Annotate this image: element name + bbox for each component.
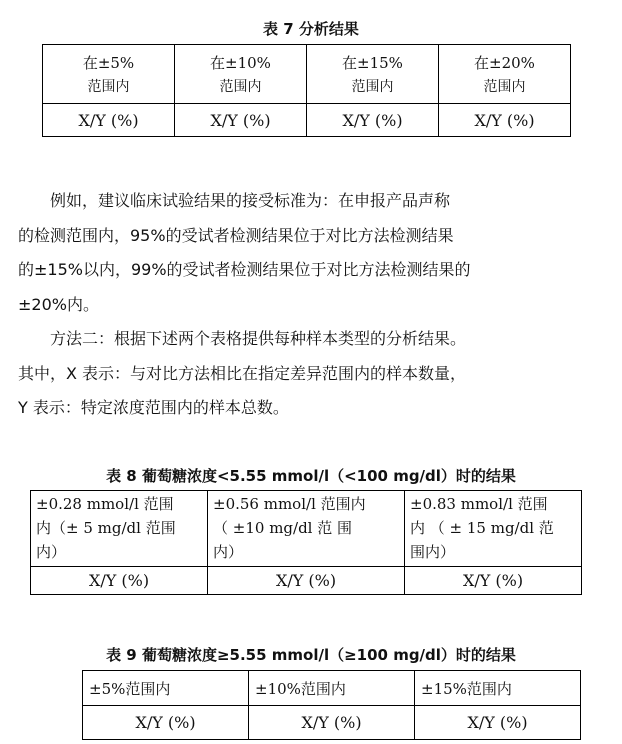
header-line: 范围内 <box>483 79 526 95</box>
table-9-value-cell: X/Y (%) <box>249 706 415 740</box>
table-8-caption: 表 8 葡萄糖浓度<5.55 mmol/l（<100 mg/dl）时的结果 <box>106 467 516 485</box>
paragraph-line: Y 表示：特定浓度范围内的样本总数。 <box>18 398 289 417</box>
table-9-value-cell: X/Y (%) <box>415 706 581 740</box>
table-7-value-cell: X/Y (%) <box>43 104 175 137</box>
table-8 <box>30 490 582 595</box>
table-9 <box>82 670 581 740</box>
header-line: ±0.28 mmol/l 范围 <box>36 495 174 513</box>
table-row <box>43 104 571 137</box>
table-7 <box>42 44 571 137</box>
table-9-header-cell: ±5%范围内 <box>83 671 249 706</box>
table-7-header-cell <box>439 45 571 104</box>
header-line: 范围内 <box>87 79 130 95</box>
header-line: 在±10% <box>210 54 271 72</box>
header-line: 范围内 <box>219 79 262 95</box>
paragraph-method-two <box>18 322 594 426</box>
paragraph-acceptance-criteria <box>18 184 594 322</box>
header-line: 在±5% <box>82 54 135 72</box>
table-row <box>43 45 571 104</box>
table-9-header-cell: ±10%范围内 <box>249 671 415 706</box>
table-row <box>31 491 582 567</box>
paragraph-line: 的±15%以内，99%的受试者检测结果位于对比方法检测结果的 <box>18 260 471 279</box>
header-line: 范围内 <box>351 79 394 95</box>
table-row <box>83 671 581 706</box>
table-row <box>31 567 582 595</box>
table-8-value-cell: X/Y (%) <box>208 567 405 595</box>
table-8-header-cell <box>208 491 405 567</box>
header-line: 内） <box>213 543 244 561</box>
header-line: 内（± 5 mg/dl 范围 <box>36 519 176 537</box>
paragraph-line: ±20%内。 <box>18 294 99 314</box>
header-cell-text <box>405 491 581 566</box>
table-9-value-cell: X/Y (%) <box>83 706 249 740</box>
paragraph-line: 例如，建议临床试验结果的接受标准为：在申报产品声称 <box>50 191 451 210</box>
header-line: ±0.83 mmol/l 范围 <box>410 495 548 513</box>
header-line: ±0.56 mmol/l 范围内 <box>213 495 366 513</box>
paragraph-line: 其中，X 表示：与对比方法相比在指定差异范围内的样本数量， <box>18 363 467 383</box>
header-line: 内 （ ± 15 mg/dl 范 <box>410 519 554 537</box>
header-line: 在±20% <box>474 54 535 72</box>
table-8-value-cell: X/Y (%) <box>405 567 582 595</box>
table-row <box>83 706 581 740</box>
header-line: 在±15% <box>342 54 403 72</box>
header-cell-text <box>208 491 404 566</box>
table-7-value-cell: X/Y (%) <box>175 104 307 137</box>
table-8-header-cell <box>405 491 582 567</box>
header-line: 内） <box>36 543 67 561</box>
table-7-header-cell <box>307 45 439 104</box>
header-line: 围内） <box>410 543 456 561</box>
table-7-value-cell: X/Y (%) <box>439 104 571 137</box>
header-cell-text <box>31 491 207 566</box>
header-line: （ ±10 mg/dl 范 围 <box>213 519 353 537</box>
table-7-header-cell <box>175 45 307 104</box>
table-9-caption: 表 9 葡萄糖浓度≥5.55 mmol/l（≥100 mg/dl）时的结果 <box>106 646 516 664</box>
table-8-header-cell <box>31 491 208 567</box>
table-7-value-cell: X/Y (%) <box>307 104 439 137</box>
paragraph-line: 的检测范围内，95%的受试者检测结果位于对比方法检测结果 <box>18 225 454 245</box>
table-7-header-cell <box>43 45 175 104</box>
table-7-caption: 表 7 分析结果 <box>263 20 359 38</box>
table-9-header-cell: ±15%范围内 <box>415 671 581 706</box>
paragraph-line: 方法二：根据下述两个表格提供每种样本类型的分析结果。 <box>50 329 467 348</box>
table-8-value-cell: X/Y (%) <box>31 567 208 595</box>
